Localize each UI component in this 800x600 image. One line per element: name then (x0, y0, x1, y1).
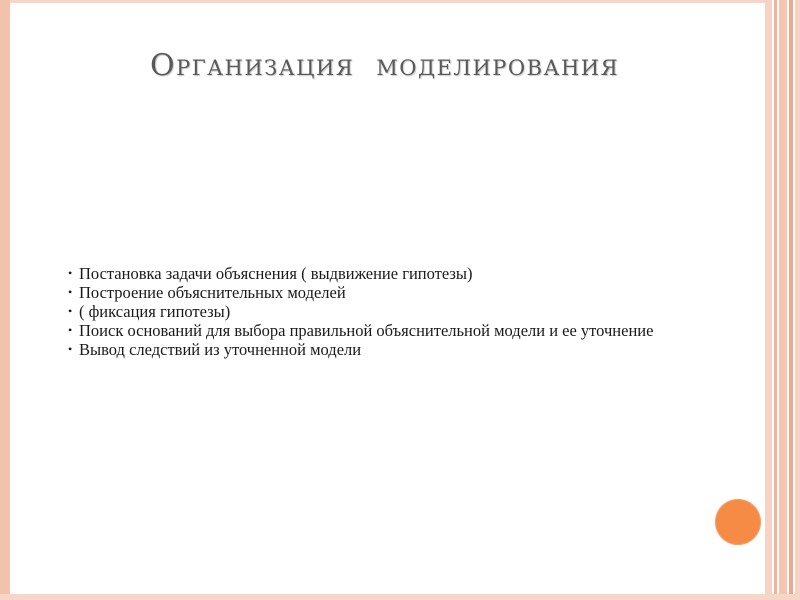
bullet-list (68, 264, 708, 359)
left-border (0, 0, 10, 600)
bullet-item (68, 340, 708, 359)
bullet-dot: • (68, 323, 73, 337)
right-decorative-stripes (765, 0, 800, 600)
decorative-circle-icon (715, 499, 761, 545)
bottom-border (0, 594, 800, 600)
stripe (789, 0, 793, 600)
stripe (795, 0, 800, 600)
bullet-dot: • (68, 304, 73, 318)
bullet-text: ( фиксация гипотезы) (79, 302, 231, 321)
bullet-dot: • (68, 266, 73, 280)
bullet-text: Вывод следствий из уточненной модели (79, 340, 362, 359)
bullet-item (68, 283, 708, 302)
bullet-item (68, 264, 708, 283)
bullet-text: Построение объяснительных моделей (79, 283, 346, 302)
bullet-item (68, 321, 708, 340)
stripe (779, 0, 787, 600)
stripe (765, 0, 772, 600)
stripe (774, 0, 777, 600)
bullet-text: Постановка задачи объяснения ( выдвижение гипотезы) (79, 264, 473, 283)
bullet-text: Поиск оснований для выбора правильной объяснительной модели и ее уточнение (79, 321, 654, 340)
slide-title: Организация моделирования (150, 48, 620, 83)
bullet-dot: • (68, 342, 73, 356)
bullet-dot: • (68, 285, 73, 299)
bullet-item (68, 302, 708, 321)
